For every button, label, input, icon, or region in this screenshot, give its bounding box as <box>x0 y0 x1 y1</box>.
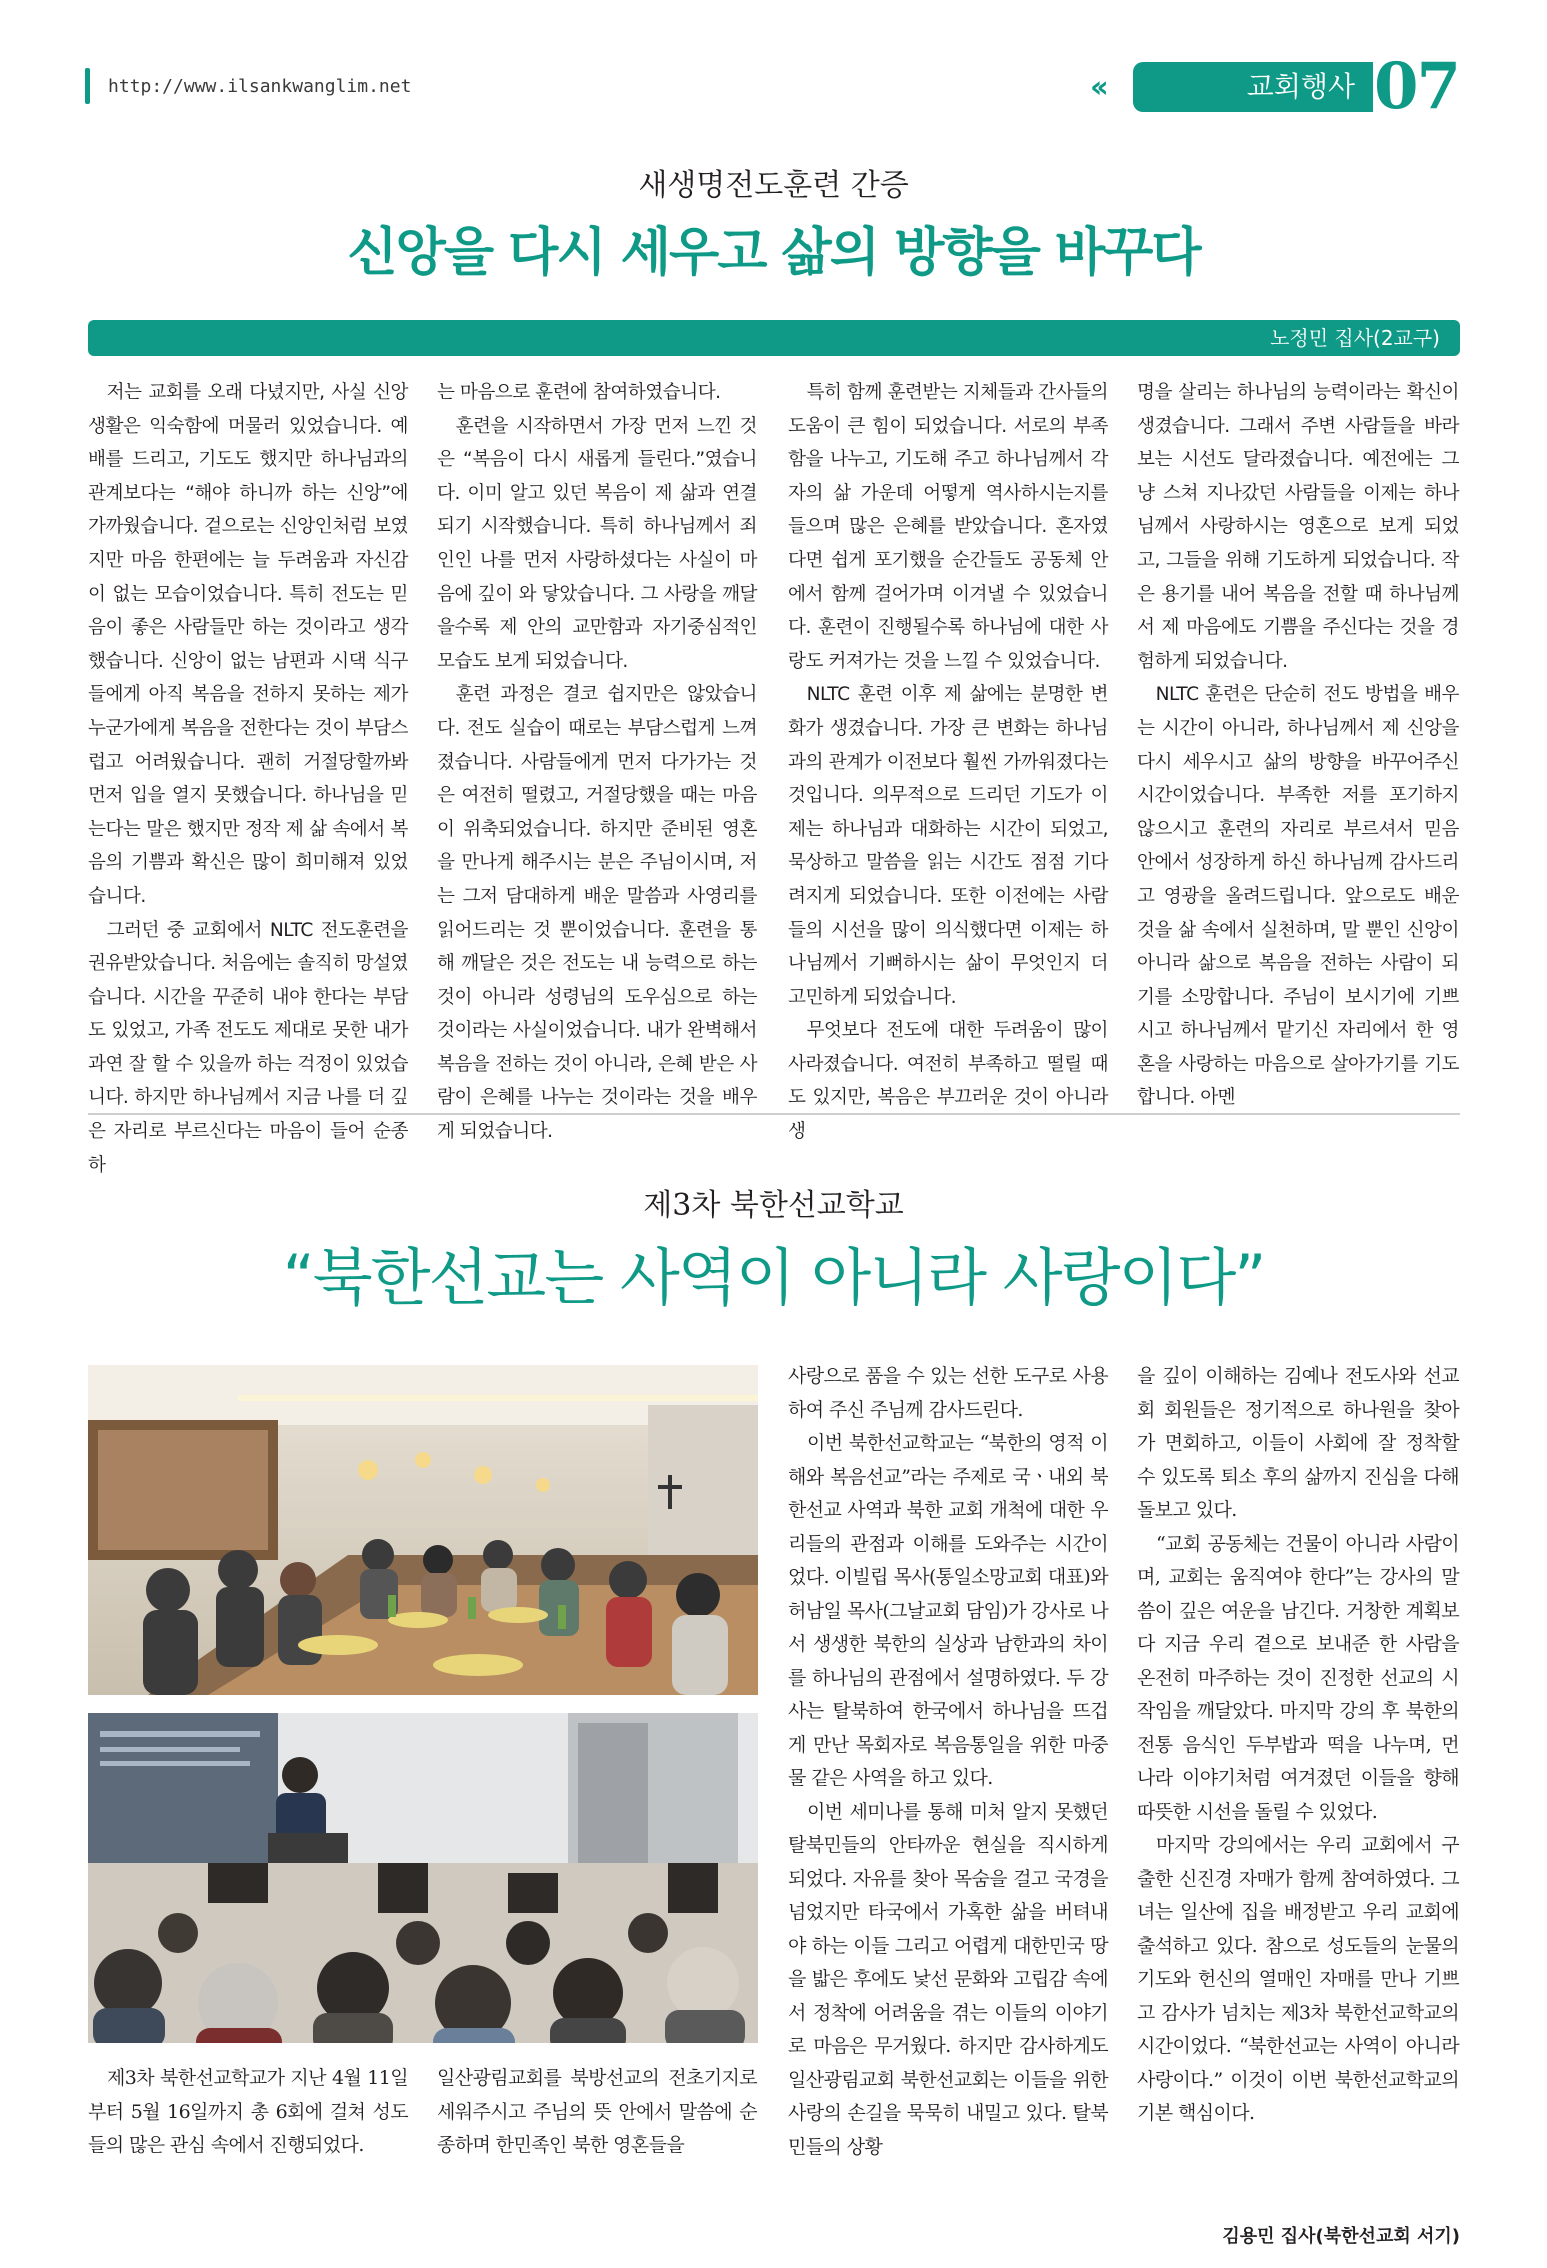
article2-author: 김용민 집사(북한선교회 서기) <box>1222 2226 1460 2247</box>
paragraph: 그러던 중 교회에서 NLTC 전도훈련을 권유받았습니다. 처음에는 솔직히 망설였습니다. 시간을 꾸준히 내야 한다는 부담도 있었고, 가족 전도도 제대로 못한 내가 과연 잘 할 수 있을까 하는 걱정이 있었습니다. 하지만 하나님께서 지금 나를 더 깊은 자리로 부르신다는 마음이 들어 순종하 <box>88 919 408 1176</box>
paragraph: 훈련을 시작하면서 가장 먼저 느낀 것은 “복음이 다시 새롭게 들린다.”였습니다. 이미 알고 있던 복음이 제 삶과 연결되기 시작했습니다. 특히 하나님께서 죄인인 나를 먼저 사랑하셨다는 사실이 마음에 깊이 와 닿았습니다. 그 사랑을 깨달을수록 제 안의 교만함과 자기중심적인 모습도 보게 되었습니다. <box>437 415 757 672</box>
caption-column-1 <box>88 2062 408 2163</box>
paragraph: “교회 공동체는 건물이 아니라 사람이며, 교회는 움직여야 한다”는 강사의 말씀이 깊은 여운을 남긴다. 거창한 계획보다 지금 우리 곁으로 보내준 한 사람을 온전히 마주하는 것이 진정한 선교의 시작임을 깨달았다. 마지막 강의 후 북한의 전통 음식인 두부밥과 떡을 나누며, 먼 나라 이야기처럼 여겨졌던 이들을 향해 따뜻한 시선을 돌릴 수 있었다. <box>1137 1532 1459 1823</box>
header-accent-bar <box>85 68 90 104</box>
section-divider <box>88 1113 1460 1115</box>
article1-kicker: 새생명전도훈련 간증 <box>638 168 909 203</box>
page-number: 07 <box>1374 49 1460 124</box>
double-chevron-left-icon: ‹‹ <box>1090 70 1103 105</box>
dinner-photo-illustration <box>88 1365 758 1695</box>
article1-column-4 <box>1137 376 1459 1115</box>
section-label: 교회행사 <box>1246 70 1355 103</box>
lecture-photo <box>88 1713 758 2043</box>
paragraph: 무엇보다 전도에 대한 두려움이 많이 사라졌습니다. 여전히 부족하고 떨릴 때도 있지만, 복음은 부끄러운 것이 아니라 생 <box>788 1020 1108 1143</box>
paragraph: 훈련 과정은 결코 쉽지만은 않았습니다. 전도 실습이 때로는 부담스럽게 느껴졌습니다. 사람들에게 먼저 다가가는 것은 여전히 떨렸고, 거절당했을 때는 마음이 위축되었습니다. 하지만 준비된 영혼을 만나게 해주시는 분은 주님이시며, 저는 그저 담대하게 배운 말씀과 사영리를 읽어드리는 것 뿐이었습니다. 훈련을 통해 깨달은 것은 전도는 내 능력으로 하는 것이 아니라 성령님의 도우심으로 하는 것이라는 사실이었습니다. 내가 완벽해서 복음을 전하는 것이 아니라, 은혜 받은 사람이 은혜를 나누는 것이라는 것을 배우게 되었습니다. <box>437 684 757 1143</box>
dinner-photo <box>88 1365 758 1695</box>
article1-column-2 <box>437 376 757 1149</box>
paragraph: 이번 북한선교학교는 “북한의 영적 이해와 복음선교”라는 주제로 국ㆍ내외 북한선교 사역과 북한 교회 개척에 대한 우리들의 관점과 이해를 도와주는 시간이었다. 이빌립 목사(통일소망교회 대표)와 허남일 목사(그날교회 담임)가 강사로 나서 생생한 북한의 실상과 남한과의 차이를 하나님의 관점에서 설명하였다. 두 강사는 탈북하여 한국에서 하나님을 뜨겁게 만난 목회자로 복음통일을 위한 마중물 같은 사역을 하고 있다. <box>788 1432 1108 1789</box>
article1-column-3 <box>788 376 1108 1149</box>
article1-author: 노정민 집사(2교구) <box>1270 326 1440 350</box>
article2-column-4 <box>1137 1360 1459 2131</box>
paragraph: 이번 세미나를 통해 미처 알지 못했던 탈북민들의 안타까운 현실을 직시하게 되었다. 자유를 찾아 목숨을 걸고 국경을 넘었지만 타국에서 가혹한 삶을 버텨내야 하는 이들 그리고 어렵게 대한민국 땅을 밟은 후에도 낯선 문화와 고립감 속에서 정착에 어려움을 겪는 이들의 이야기로 마음은 무거웠다. 하지만 감사하게도 일산광림교회 북한선교회는 이들을 위한 사랑의 손길을 묵묵히 내밀고 있다. 탈북민들의 상황 <box>788 1800 1108 2158</box>
caption-column-2 <box>437 2062 757 2163</box>
paragraph: 는 마음으로 훈련에 참여하였습니다. <box>437 382 721 403</box>
paragraph: 마지막 강의에서는 우리 교회에서 구출한 신진경 자매가 함께 참여하였다. 그녀는 일산에 집을 배정받고 우리 교회에 출석하고 있다. 참으로 성도들의 눈물의 기도와 헌신의 열매인 자매를 만나 기쁘고 감사가 넘치는 제3차 북한선교학교의 시간이었다. “북한선교는 사역이 아니라 사랑이다.” 이것이 이번 북한선교학교의 기본 핵심이다. <box>1137 1834 1459 2124</box>
article1-title: 신앙을 다시 세우고 삶의 방향을 바꾸다 <box>347 223 1200 283</box>
article1-column-1 <box>88 376 408 1182</box>
website-url[interactable]: http://www.ilsankwanglim.net <box>108 76 412 97</box>
lecture-photo-illustration <box>88 1713 758 2043</box>
paragraph: 명을 살리는 하나님의 능력이라는 확신이 생겼습니다. 그래서 주변 사람들을 바라보는 시선도 달라졌습니다. 예전에는 그냥 스쳐 지나갔던 사람들을 이제는 하나님께서 사랑하시는 영혼으로 보게 되었고, 그들을 위해 기도하게 되었습니다. 작은 용기를 내어 복음을 전할 때 하나님께서 제 마음에도 기쁨을 주신다는 것을 경험하게 되었습니다. <box>1137 382 1459 672</box>
paragraph: NLTC 훈련 이후 제 삶에는 분명한 변화가 생겼습니다. 가장 큰 변화는 하나님과의 관계가 이전보다 훨씬 가까워졌다는 것입니다. 의무적으로 드리던 기도가 이제는 하나님과 대화하는 시간이 되었고, 묵상하고 말씀을 읽는 시간도 점점 기다려지게 되었습니다. 또한 이전에는 사람들의 시선을 많이 의식했다면 이제는 하나님께서 기뻐하시는 삶이 무엇인지 더 고민하게 되었습니다. <box>788 684 1108 1008</box>
paragraph: 을 깊이 이해하는 김예나 전도사와 선교회 회원들은 정기적으로 하나원을 찾아가 면회하고, 이들이 사회에 잘 정착할 수 있도록 퇴소 후의 삶까지 진심을 다해 돌보고 있다. <box>1137 1365 1459 1521</box>
paragraph: NLTC 훈련은 단순히 전도 방법을 배우는 시간이 아니라, 하나님께서 제 신앙을 다시 세우시고 삶의 방향을 바꾸어주신 시간이었습니다. 부족한 저를 포기하지 않으시고 훈련의 자리로 부르셔서 믿음 안에서 성장하게 하신 하나님께 감사드리고 영광을 올려드립니다. 앞으로도 배운 것을 삶 속에서 실천하며, 말 뿐인 신앙이 아니라 삶으로 복음을 전하는 사람이 되기를 소망합니다. 주님이 보시기에 기쁘시고 하나님께서 맡기신 자리에서 한 영혼을 사랑하는 마음으로 살아가기를 기도합니다. 아멘 <box>1137 684 1459 1109</box>
paragraph: 특히 함께 훈련받는 지체들과 간사들의 도움이 큰 힘이 되었습니다. 서로의 부족함을 나누고, 기도해 주고 하나님께서 각자의 삶 가운데 어떻게 역사하시는지를 들으며 많은 은혜를 받았습니다. 혼자였다면 쉽게 포기했을 순간들도 공동체 안에서 함께 걸어가며 이겨낼 수 있었습니다. 훈련이 진행될수록 하나님에 대한 사랑도 커져가는 것을 느낄 수 있었습니다. <box>788 382 1108 672</box>
paragraph: 사랑으로 품을 수 있는 선한 도구로 사용하여 주신 주님께 감사드린다. <box>788 1365 1108 1421</box>
paragraph: 제3차 북한선교학교가 지난 4월 11일부터 5월 16일까지 총 6회에 걸쳐 성도들의 많은 관심 속에서 진행되었다. <box>88 2067 408 2156</box>
paragraph: 일산광림교회를 북방선교의 전초기지로 세워주시고 주님의 뜻 안에서 말씀에 순종하며 한민족인 북한 영혼들을 <box>437 2067 757 2156</box>
article2-title: “북한선교는 사역이 아니라 사랑이다” <box>282 1241 1265 1314</box>
article2-column-3 <box>788 1360 1108 2164</box>
article2-kicker: 제3차 북한선교학교 <box>643 1188 904 1223</box>
paragraph: 저는 교회를 오래 다녔지만, 사실 신앙 생활은 익숙함에 머물러 있었습니다. 예배를 드리고, 기도도 했지만 하나님과의 관계보다는 “해야 하니까 하는 신앙”에 가까웠습니다. 겉으로는 신앙인처럼 보였지만 마음 한편에는 늘 두려움과 자신감이 없는 모습이었습니다. 특히 전도는 믿음이 좋은 사람들만 하는 것이라고 생각했습니다. 신앙이 없는 남편과 시댁 식구들에게 아직 복음을 전하지 못하는 제가 누군가에게 복음을 전한다는 것이 부담스럽고 어려웠습니다. 괜히 거절당할까봐 먼저 입을 열지 못했습니다. 하나님을 믿는다는 말은 했지만 정작 제 삶 속에서 복음의 기쁨과 확신은 많이 희미해져 있었습니다. <box>88 382 408 907</box>
